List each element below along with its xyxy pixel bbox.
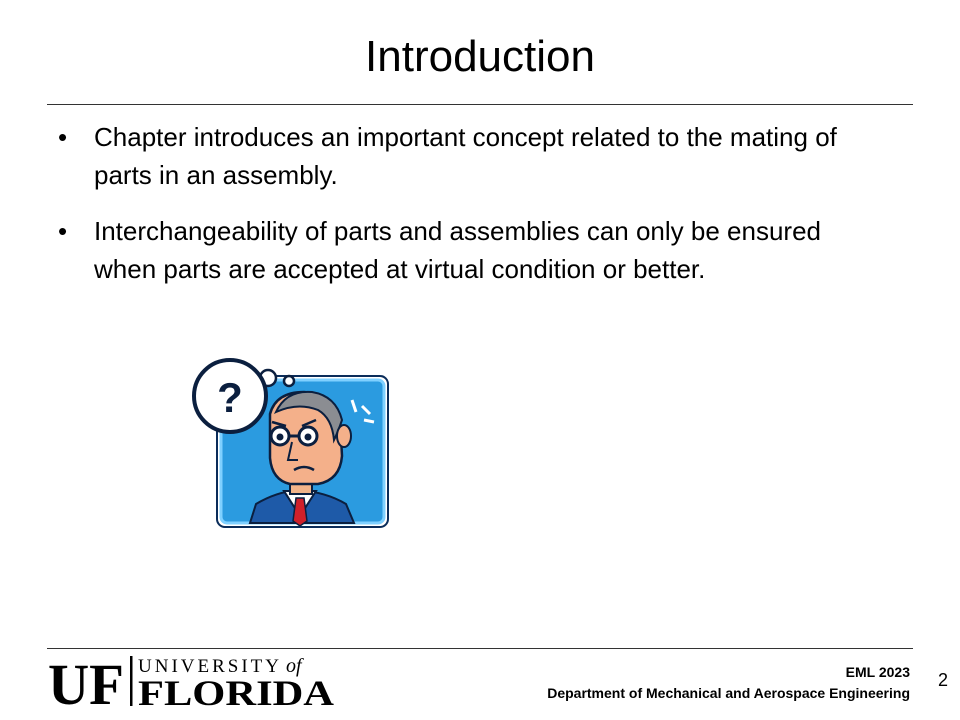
confused-man-question-icon bbox=[186, 356, 392, 532]
footer-info bbox=[547, 662, 910, 704]
slide-title: Introduction bbox=[365, 32, 595, 81]
bullet-marker: • bbox=[58, 122, 68, 152]
logo-university-text: UNIVERSITY bbox=[138, 656, 282, 677]
page-number: 2 bbox=[938, 670, 949, 690]
footer-divider bbox=[47, 648, 913, 649]
bullet-text: Chapter introduces an important concept related to the mating of parts in an assembly. bbox=[94, 122, 837, 190]
logo-of-text: of bbox=[286, 655, 302, 677]
logo-florida-text: FLORIDA bbox=[138, 673, 334, 708]
bullet-list bbox=[58, 118, 888, 306]
logo-uf-letters: UF bbox=[48, 652, 124, 708]
uf-logo-icon bbox=[48, 652, 338, 708]
title-divider bbox=[47, 104, 913, 105]
bullet-item bbox=[58, 118, 888, 194]
bullet-marker: • bbox=[58, 216, 68, 246]
bullet-item bbox=[58, 212, 888, 288]
course-code: EML 2023 bbox=[845, 664, 910, 680]
bullet-text: Interchangeability of parts and assemblies can only be ensured when parts are accepted at virtual condition or better. bbox=[94, 216, 821, 284]
department-name: Department of Mechanical and Aerospace Engineering bbox=[547, 685, 910, 701]
question-mark-text: ? bbox=[217, 374, 243, 421]
